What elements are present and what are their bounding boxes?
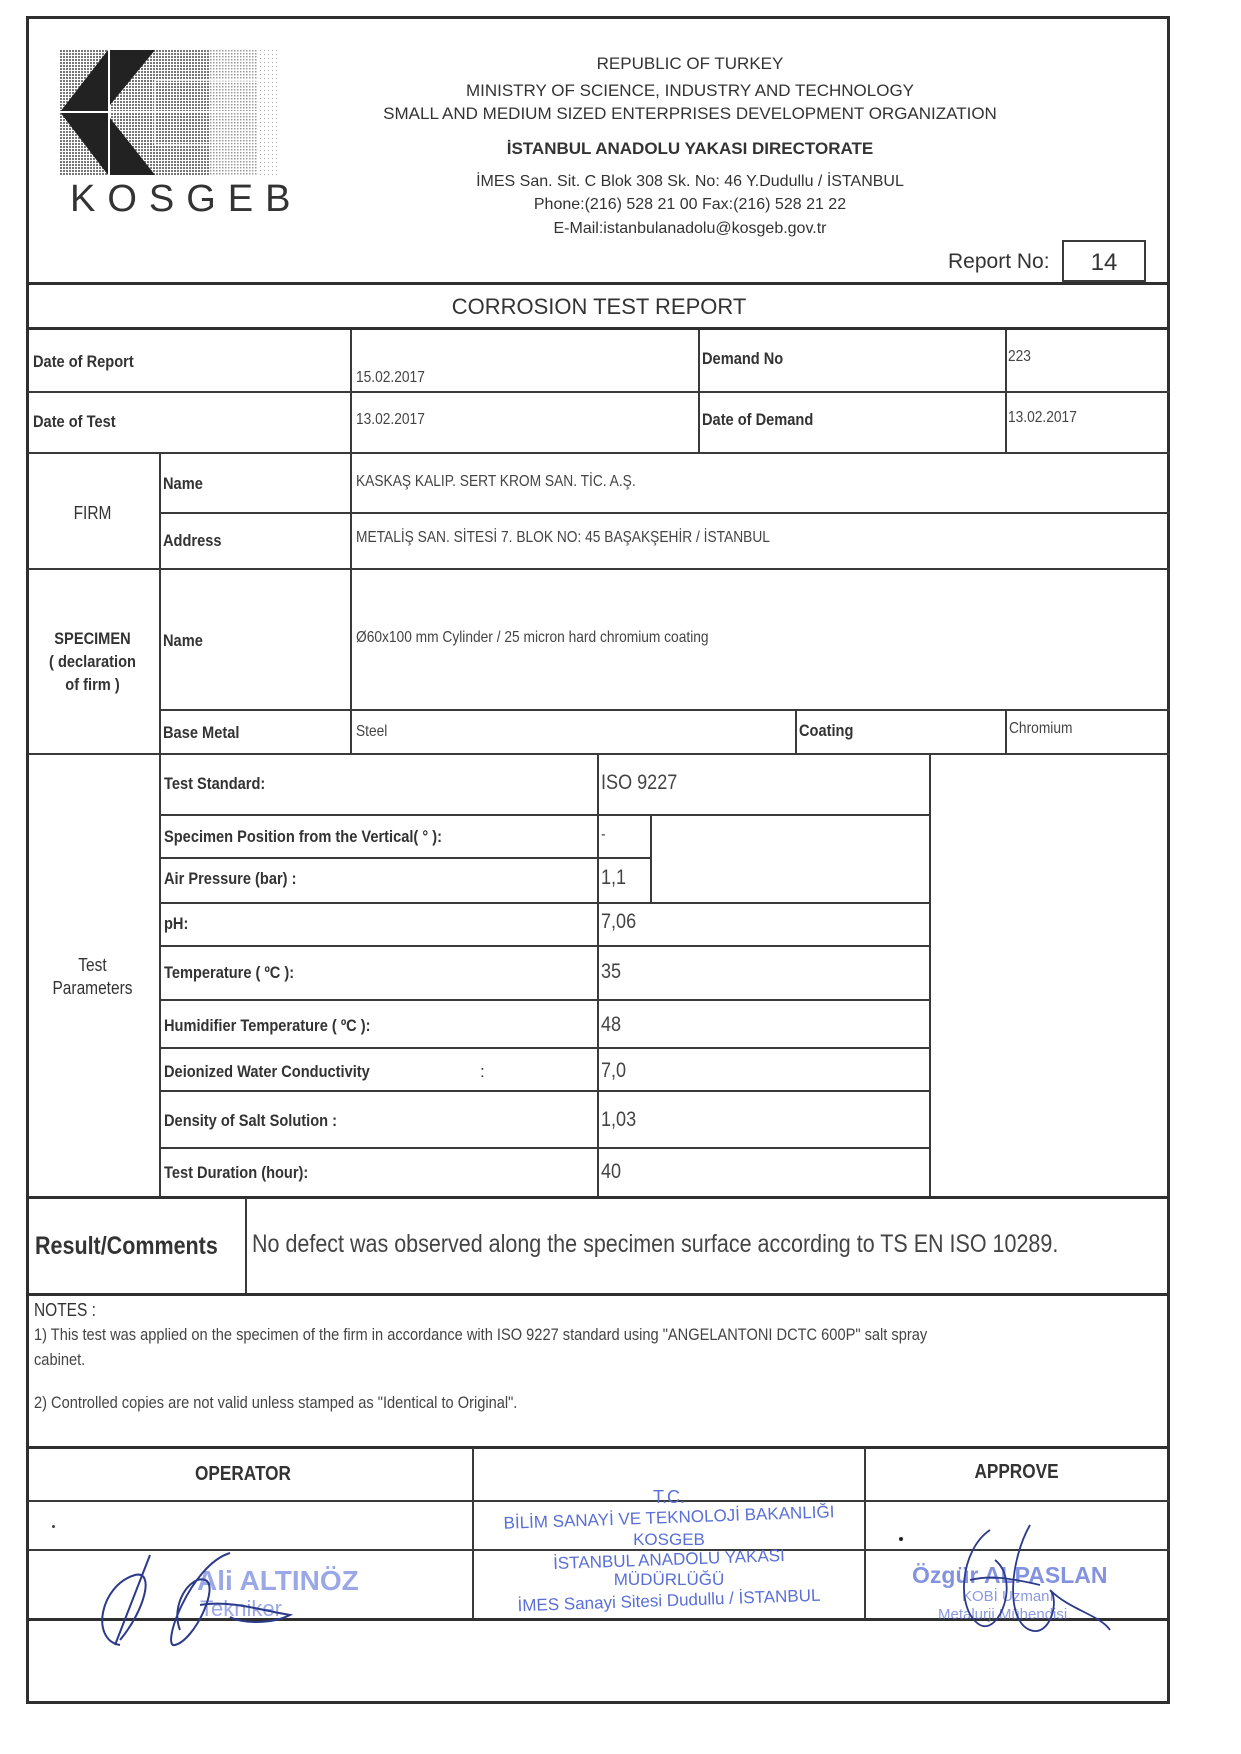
divider (28, 753, 1170, 755)
note-1-cont: cabinet. (34, 1350, 86, 1369)
param-value: ISO 9227 (601, 771, 678, 794)
directorate-name: İSTANBUL ANADOLU YAKASI DIRECTORATE (506, 139, 874, 158)
divider (28, 282, 1170, 285)
kosgeb-logo-icon (60, 50, 280, 175)
divider (28, 452, 1170, 454)
divider (28, 327, 1170, 330)
date-of-report-label: Date of Report (33, 352, 134, 371)
divider (160, 945, 930, 947)
directorate-address: İMES San. Sit. C Blok 308 Sk. No: 46 Y.Dudullu / İSTANBUL (476, 173, 904, 190)
specimen-section-label-3: of firm ) (65, 675, 120, 694)
param-value: 35 (601, 960, 622, 983)
base-metal-label: Base Metal (163, 723, 240, 742)
approve-stamp-title: KOBİ Uzmanı (962, 1588, 1054, 1605)
divider (160, 1147, 930, 1149)
result-text: No defect was observed along the specimen surface according to TS EN ISO 10289. (252, 1230, 1059, 1258)
divider (795, 710, 797, 754)
center-stamp-line: MÜDÜRLÜĞÜ (613, 1570, 725, 1589)
note-2: 2) Controlled copies are not valid unless stamped as "Identical to Original". (34, 1393, 518, 1412)
param-label: Temperature ( ºC ): (164, 963, 295, 982)
stamp-dot (899, 1537, 903, 1541)
report-no-label: Report No: (948, 250, 1050, 273)
report-no-box (1062, 240, 1146, 282)
operator-stamp-title: Tekniker (200, 1596, 282, 1621)
directorate-email: E-Mail:istanbulanadolu@kosgeb.gov.tr (553, 220, 827, 237)
operator-stamp-name: Ali ALTINÖZ (197, 1565, 359, 1596)
divider (597, 754, 599, 1197)
result-label: Result/Comments (35, 1232, 218, 1260)
header-line-1: REPUBLIC OF TURKEY (596, 54, 784, 73)
param-label-suffix: : (480, 1062, 485, 1081)
divider (160, 857, 652, 859)
param-label: Deionized Water Conductivity (164, 1062, 370, 1081)
divider (160, 902, 930, 904)
kosgeb-logo (60, 50, 303, 220)
divider (245, 1198, 247, 1294)
param-label: Density of Salt Solution : (164, 1111, 338, 1130)
param-value: 7,06 (601, 910, 637, 933)
stamp-dot (52, 1525, 55, 1528)
test-parameters-section-label: Test (78, 955, 107, 975)
center-stamp-line: KOSGEB (633, 1530, 705, 1549)
coating-label: Coating (799, 721, 854, 740)
specimen-section-label-2: ( declaration (49, 652, 136, 671)
approve-label: APPROVE (974, 1461, 1059, 1483)
center-stamp-line: İMES Sanayi Sitesi Dudullu / İSTANBUL (517, 1585, 821, 1616)
divider (28, 1293, 1170, 1296)
divider (160, 1090, 930, 1092)
specimen-name-label: Name (163, 631, 203, 650)
header-line-2: MINISTRY OF SCIENCE, INDUSTRY AND TECHNOLOGY (465, 81, 915, 100)
param-label: Test Duration (hour): (164, 1163, 309, 1182)
divider (28, 1196, 1170, 1199)
param-label: pH: (164, 914, 189, 933)
base-metal-value: Steel (356, 723, 388, 740)
coating-value: Chromium (1009, 720, 1073, 737)
notes-title: NOTES : (34, 1300, 96, 1320)
approve-stamp-name: Özgür ALPASLAN (912, 1562, 1108, 1588)
param-value: 48 (601, 1013, 622, 1036)
kosgeb-wordmark: KOSGEB (70, 178, 303, 220)
specimen-section-label: SPECIMEN (54, 629, 131, 648)
directorate-phone-fax: Phone:(216) 528 21 00 Fax:(216) 528 21 22 (533, 196, 847, 213)
date-of-report-value: 15.02.2017 (356, 369, 425, 386)
divider (160, 709, 1170, 711)
date-of-demand-label: Date of Demand (702, 410, 814, 429)
report-title: CORROSION TEST REPORT (451, 294, 747, 319)
divider (159, 454, 161, 1197)
divider (929, 754, 931, 1197)
firm-name-label: Name (163, 474, 203, 493)
firm-address-label: Address (163, 531, 222, 550)
center-stamp-line: İSTANBUL ANADOLU YAKASI (552, 1545, 786, 1574)
date-of-test-label: Date of Test (33, 412, 116, 431)
operator-signature-icon (80, 1545, 340, 1655)
specimen-name-value: Ø60x100 mm Cylinder / 25 micron hard chromium coating (356, 629, 709, 646)
approve-stamp-title-2: Metalurji Mühendisi (938, 1606, 1068, 1623)
divider (28, 1446, 1170, 1449)
firm-address-value: METALİŞ SAN. SİTESİ 7. BLOK NO: 45 BAŞAKŞEHİR / İSTANBUL (356, 529, 770, 546)
report-no-value: 14 (1090, 249, 1118, 276)
divider (160, 1047, 930, 1049)
divider (160, 999, 930, 1001)
date-of-demand-value: 13.02.2017 (1008, 409, 1077, 426)
param-value: 40 (601, 1160, 622, 1183)
center-stamp-line: BİLİM SANAYİ VE TEKNOLOJİ BAKANLIĞI (503, 1502, 835, 1533)
param-value: 1,1 (601, 866, 627, 889)
demand-no-value: 223 (1008, 348, 1031, 365)
divider (28, 568, 1170, 570)
divider (1005, 710, 1007, 754)
divider (160, 512, 1170, 514)
divider (28, 391, 1170, 393)
operator-label: OPERATOR (195, 1463, 291, 1485)
param-label: Specimen Position from the Vertical( ° ): (164, 827, 442, 846)
param-value: 1,03 (601, 1108, 637, 1131)
note-1: 1) This test was applied on the specimen of the firm in accordance with ISO 9227 standard using "ANGELANTONI DCTC 600P" salt spray (34, 1325, 928, 1344)
param-label: Test Standard: (164, 774, 266, 793)
param-value: 7,0 (601, 1059, 627, 1082)
center-stamp-line: T.C. (652, 1487, 685, 1507)
header-line-3: SMALL AND MEDIUM SIZED ENTERPRISES DEVELOPMENT ORGANIZATION (383, 104, 997, 123)
param-label: Air Pressure (bar) : (164, 869, 297, 888)
approve-signature-icon (950, 1520, 1130, 1670)
param-label: Humidifier Temperature ( ºC ): (164, 1016, 371, 1035)
date-of-test-value: 13.02.2017 (356, 411, 425, 428)
firm-section-label: FIRM (73, 503, 112, 523)
param-value: - (601, 826, 606, 843)
firm-name-value: KASKAŞ KALIP. SERT KROM SAN. TİC. A.Ş. (356, 473, 636, 490)
divider (160, 814, 930, 816)
divider (650, 815, 652, 903)
test-parameters-section-label-2: Parameters (52, 978, 133, 998)
demand-no-label: Demand No (702, 349, 784, 368)
